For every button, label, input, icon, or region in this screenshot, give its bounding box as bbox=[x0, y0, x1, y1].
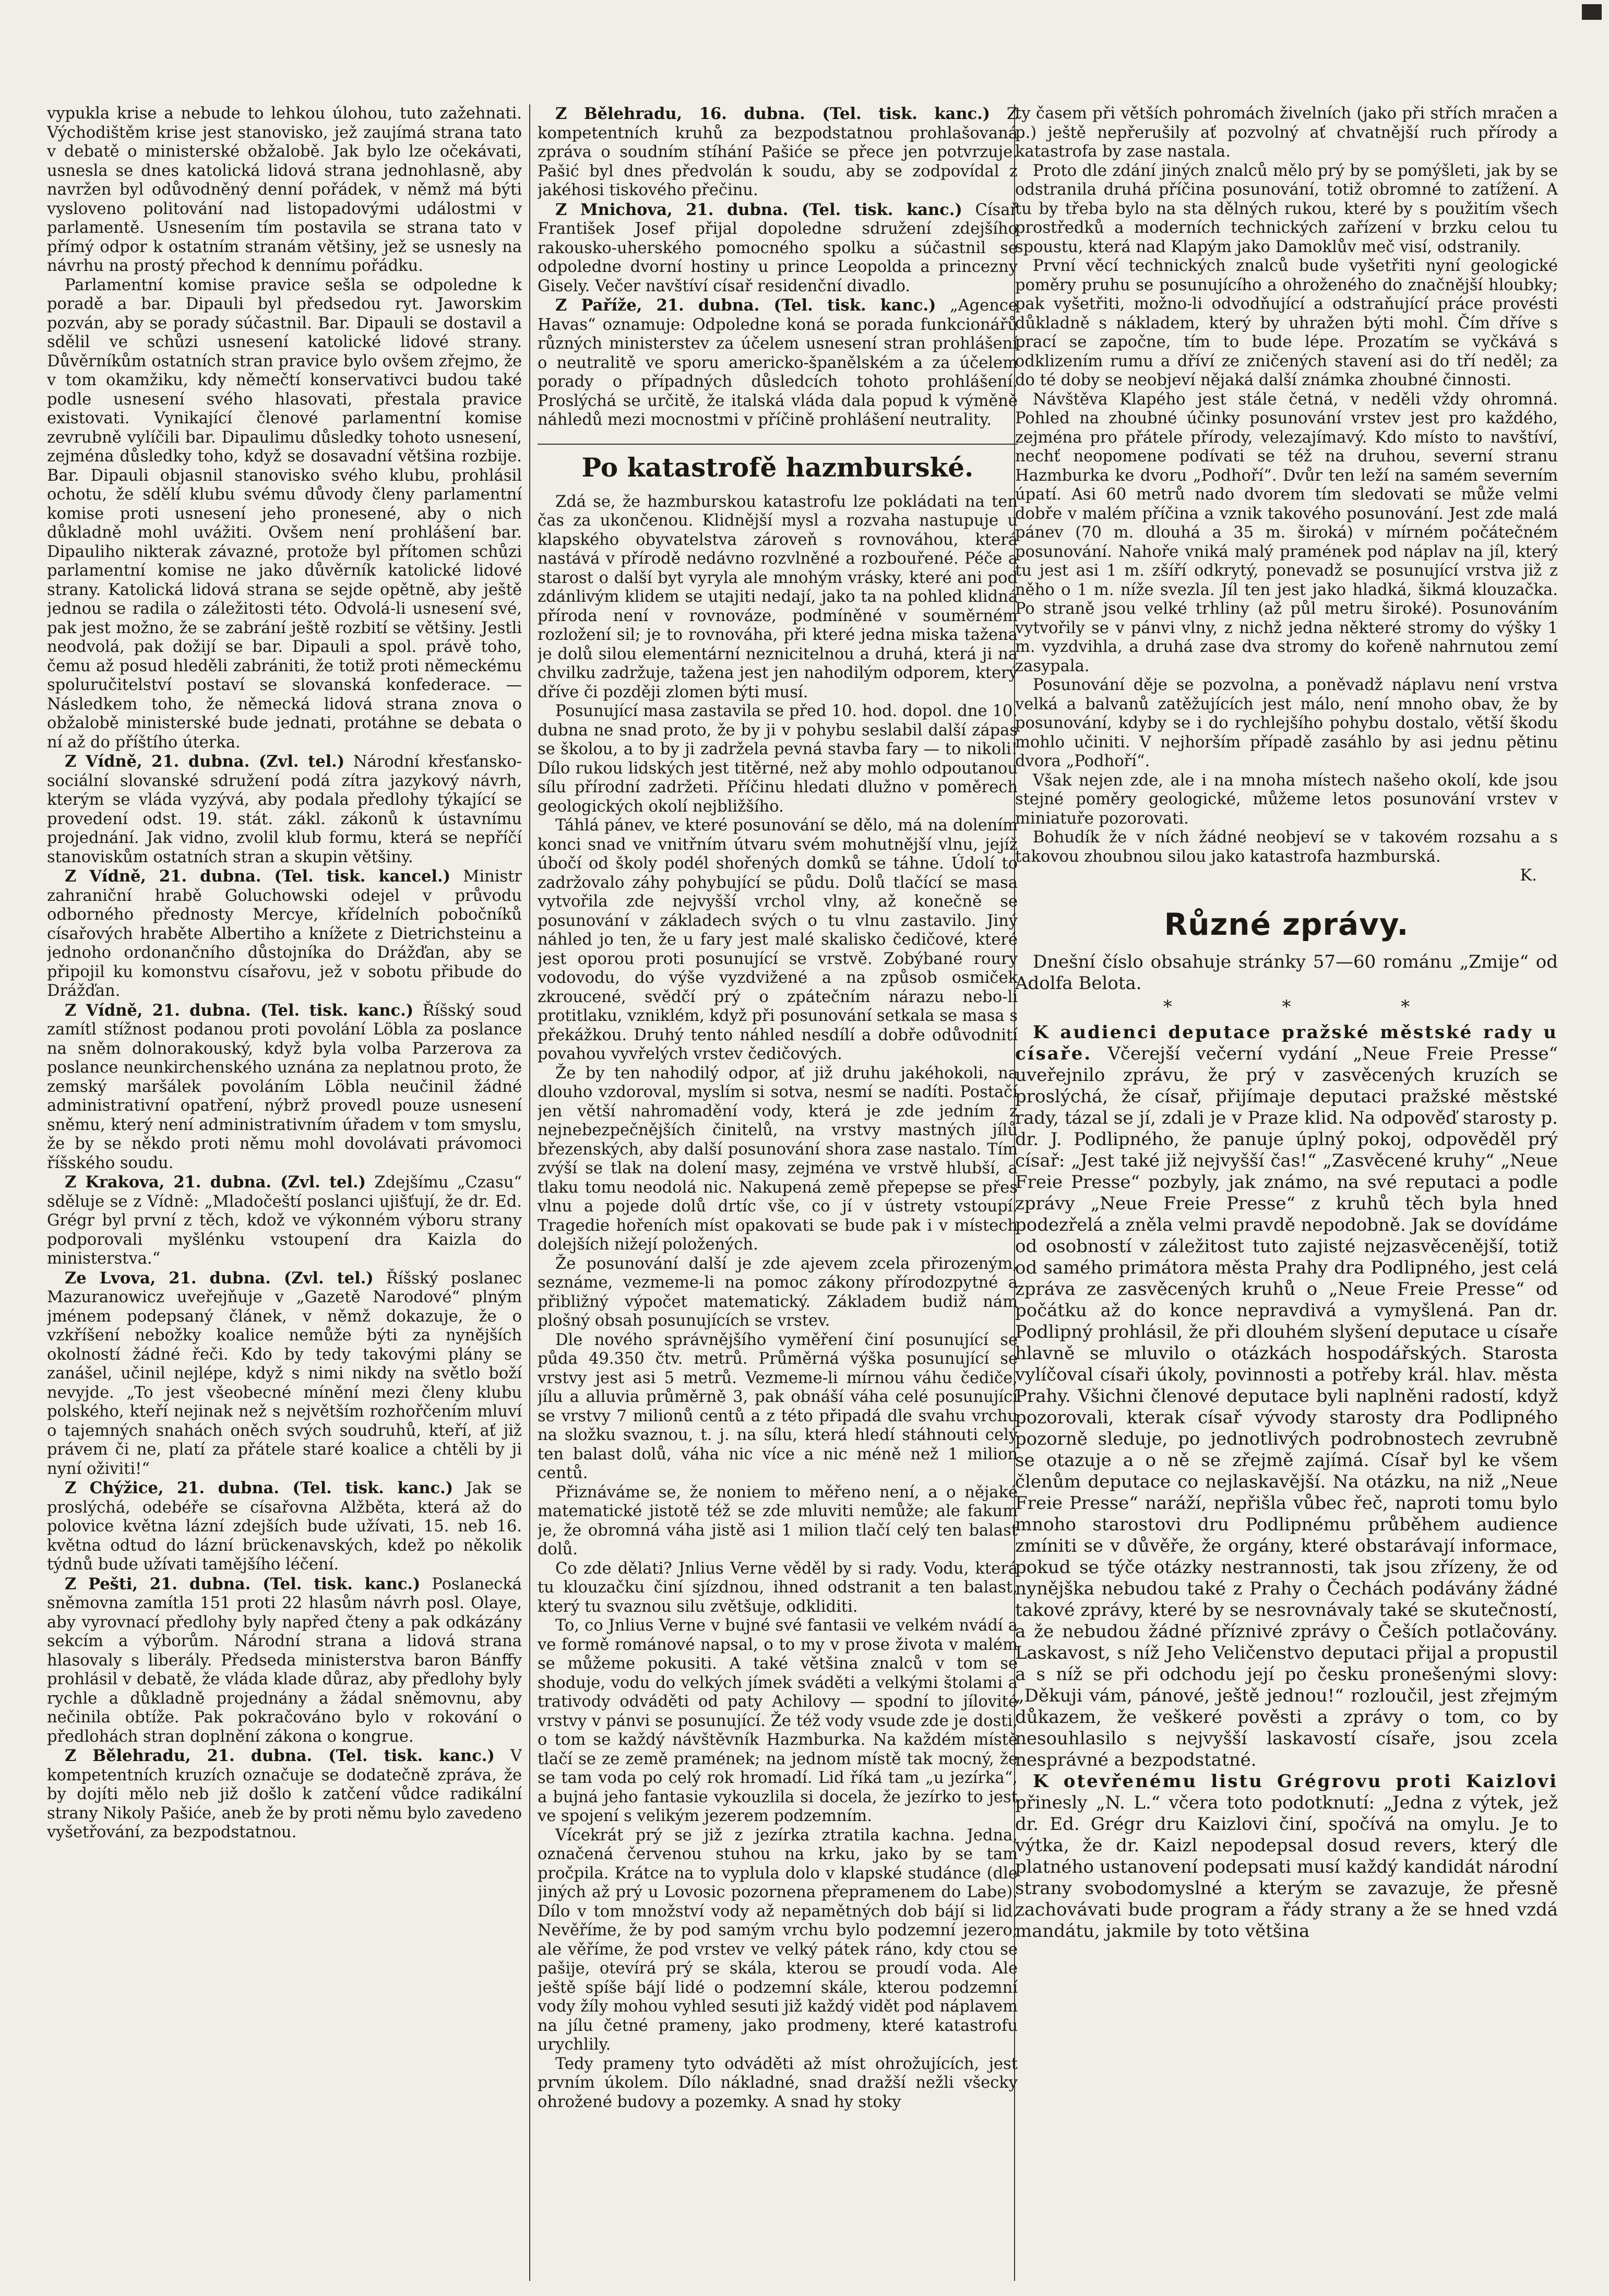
paragraph: Posunující masa zastavila se před 10. hod. dopol. dne 10. dubna ne snad proto, že by ji v pohybu seslabil další zápas se školou, a to by ji zadržela pevná stavba fary — to nikoli! Dílo rukou lidských jest titěrné, než aby mohlo odpoutanou sílu přírodní zadržeti. Příčinu hledati dlužno v poměrech geologických okolí nejbližšího. bbox=[538, 702, 1018, 816]
news-item bbox=[47, 1173, 522, 1269]
news-text: přinesly „N. L.“ včera toto podotknutí: „Jedna z výtek, jež dr. Ed. Grégr dru Kaizlovi činí, spočívá na omylu. Je to výtka, že dr. Kaizl nepodepsal dosud revers, který dle platného ustanovení podepsati musí každý kandidát národní strany svobodomyslné a kterým se zavazuje, že přesně zachovávati bude program a řády strany a že se hned vzdá mandátu, jakmile by toto většina bbox=[1015, 1792, 1558, 1942]
news-text: Poslanecká sněmovna zamítla 151 proti 22 hlasům návrh posl. Olaye, aby vyrovnací předlohy byly napřed čteny a pak odkázány sekcím a výborům. Národní strana a lidová strana hlasovaly s liberály. Předseda ministerstva baron Bánffy prohlásil v debatě, že vláda klade důraz, aby předlohy byly rychle a důkladně projednány a žádal sněmovnu, aby nečinila obtíže. Pak pokračováno bylo v rokování o předlohách stran doplnění zákona o kongrue. bbox=[47, 1575, 522, 1746]
dateline: Z Chýžice, 21. dubna. (Tel. tisk. kanc.) bbox=[65, 1479, 454, 1497]
news-text: Včerejší večerní vydání „Neue Freie Presse“ uveřejnilo zprávu, že prý v zasvěcených kruzích se proslýchá, že císař, přijímaje deputaci pražské městské rady, tázal se jí, zdali je v Praze klid. Na odpověď starosty p. dr. J. Podlipného, že panuje úplný pokoj, odpověděl prý císař: „Jest také již nejvyšší čas!“ „Zasvěcené kruhy“ „Neue Freie Presse“ pozbyly, jak známo, na své reputaci a podle zprávy „Neue Freie Presse“ z kruhů těch byla hned podezřelá a zněla velmi pravdě nepodobně. Jak se dovídáme od osobností v záležitost tuto zajisté nejzasvěcenější, totiž od samého primátora města Prahy dra Podlipného, jest celá zpráva ze zasvěcených kruhů o „Neue Freie Presse“ od počátku až do konce nepravdivá a vymyšlená. Pan dr. Podlipný prohlásil, že při dlouhém slyšení deputace u císaře hlavně se mluvilo o otázkách hospodářských. Starosta vylíčoval císaři úkoly, povinnosti a potřeby král. hlav. města Prahy. Všichni členové deputace byli naplněni radostí, když pozorovali, kterak císař vývody starosty dra Podlipného pozorně sleduje, po jednotlivých podrobnostech zevrubně se otazuje a o ně se zřejmě zajímá. Císař byl ke všem členům deputace co nejlaskavější. Na otázku, na niž „Neue Freie Presse“ naráží, nepřišla vůbec řeč, naproti tomu bylo mnoho starostovi dru Podlipnému průběhem audience zmíniti se v důvěře, že orgány, které obstarávají informace, pokud se týče otázky nestrannosti, tak jsou zřízeny, že od nynějška nebudou také z Prahy o Čechách podávány žádné takové zprávy, které by se nesrovnávaly také se skutečností, a že nebudou žádné příznivé zprávy o Češích potlačovány. Laskavost, s níž Jeho Veličenstvo deputaci přijal a propustil a s níž se při odchodu její po česku pronešenými slovy: „Děkuji vám, pánové, ještě jednou!“ rozloučil, jest zřejmým důkazem, že veškeré pověsti a zprávy o tom, co by nesouhlasilo s nejvyšší laskavostí císaře, jsou zcela nesprávné a bezpodstatné. bbox=[1015, 1043, 1558, 1770]
column-rule bbox=[529, 104, 530, 2281]
paragraph: Přiznáváme se, že noniem to měřeno není, a o nějaké matematické jistotě též se zde mluviti nemůže; ale fakum je, že obromná váha jistě asi 1 milion tlačí celý ten balast dolů. bbox=[538, 1483, 1018, 1559]
column-left bbox=[47, 104, 522, 2281]
asterisk-divider: * * * bbox=[1163, 996, 1462, 1017]
news-item bbox=[538, 104, 1018, 200]
news-text: Z kompetentních kruhů za bezpodstatnou prohlašovaná zpráva o soudním stíhání Pašiće se přece jen potvrzuje. Pašić byl dnes předvolán k soudu, aby se zodpovídal z jakéhosi tiskového přečinu. bbox=[538, 105, 1018, 199]
dateline: Z Pešti, 21. dubna. (Tel. tisk. kanc.) bbox=[65, 1574, 421, 1593]
paragraph: Bohudík že v ních žádné neobjeví se v takovém rozsahu a s takovou zhoubnou silou jako katastrofa hazmburská. bbox=[1015, 828, 1558, 866]
paragraph: Že posunování další je zde ajevem zcela přirozeným, seznáme, vezmeme-li na pomoc zákony přírodozpytné a přibližný výpočet matematický. Základem budiž nám plošný obsah posunujících se vrstev. bbox=[538, 1254, 1018, 1330]
news-text: Říšský poslanec Mazuranowicz uveřejňuje v „Gazetě Narodové“ plným jménem podepsaný článek, v němž dokazuje, že o vzkříšení nebožky koalice nemůže býti za nynějších okolností žádné řeči. Kdo by tedy takovými plány se zanášel, učinil nejlépe, když s nimi nikdy na světlo boží nevyjde. „To jest všeobecné mínění mezi členy klubu polského, kteří nejinak než s největším rozhořčením mluví o tajemných snahách oněch svých soudruhů, kteří, ať již právem či ne, platí za přátele staré koalice a chtěli by ji nyní oživiti!“ bbox=[47, 1269, 522, 1478]
section-headline: Různé zprávy. bbox=[1164, 906, 1409, 942]
news-text: Národní křesťansko-sociální slovanské sdružení podá zítra jazykový návrh, kterým se vláda vyzývá, aby podala předlohy týkající se provedení odst. 19. stát. zákl. zákonů k ústavnímu projednání. Jak vidno, zvolil klub formu, která se nepříčí stanoviskům ostatních stran a skupin většiny. bbox=[47, 753, 522, 866]
dateline: Z Vídně, 21. dubna. (Tel. tisk. kancel.) bbox=[65, 867, 451, 886]
dateline: Z Bělehradu, 21. dubna. (Tel. tisk. kanc.) bbox=[65, 1746, 495, 1765]
news-item bbox=[1015, 1771, 1558, 1942]
paragraph: Zdá se, že hazmburskou katastrofu lze pokládati na ten čas za ukončenou. Klidnější mysl a rozvaha nastupuje u klapského obyvatelstva zároveň s rovnováhou, která nastává v přírodě nedávno rozvlněné a rozbouřené. Péče a starost o další byt vyryla ale mnohým vrásky, které ani pod zdánlivým klidem se utajiti nedají, jako ta na pohled klidná příroda není v rovnováze, podmíněné v souměrném rozložení sil; je to rovnováha, při které jedna miska tažena je dolů silou elementární neznicitelnou a druhá, která ji na chvilku zadržuje, tažena jest jen nahodilým odporem, který dříve či později zlomen býti musí. bbox=[538, 492, 1018, 701]
news-text: Císař František Josef přijal dopoledne sdružení zdejšího rakousko-uherského pomocného spolku a súčastnil se odpoledne dvorní hostiny u prince Leopolda a princezny Gisely. Večer navštíví císař residenční divadlo. bbox=[538, 200, 1018, 295]
dateline: Z Paříže, 21. dubna. (Tel. tisk. kanc.) bbox=[555, 296, 936, 315]
paragraph: Parlamentní komise pravice sešla se odpoledne k poradě a bar. Dipauli byl předsedou ryt. Jaworskim pozván, aby se porady súčastnil. Bar. Dipauli se dostavil a sdělil ve schůzi usnesení katolické lidové strany. Důvěrníkům ostatních stran pravice bylo ovšem zřejmo, že v tom okamžiku, kdy němečtí konservativci budou také podle usnesení svého hlasovati, přestala pravice existovati. Vynikající členové parlamentní komise zevrubně vylíčili bar. Dipaulimu důsledky tohoto usnesení, zejména důsledky toho, když se dosavadní většina rozbije. Bar. Dipauli objasnil stanovisko svého klubu, prohlásil ochotu, že sdělí klubu svému důvody členy parlamentní komise proti usnesení jeho pronesené, aby o nich důkladně mohl uvážiti. Ovšem není prohlášení bar. Dipauliho nikterak závazné, protože byl přítomen schůzi parlamentní komise ne jako důvěrník katolické lidové strany. Katolická lidová strana se sejde opětně, aby ještě jednou se radila o záležitosti této. Odvolá-li usnesení své, pak jest možno, že se zabrání ještě rozbití se většiny. Jestli neodvolá, pak dožijí se bar. Dipauli a spol. právě toho, čemu až posud hleděli zabrániti, že totiž proti německému spoluručitelství postaví se slovanská konfederace. — Následkem toho, že německá lidová strana znova o obžalobě ministerské bude jednati, protáhne se debata o ní až do příštího úterka. bbox=[47, 276, 522, 752]
article-continuation bbox=[1015, 104, 1558, 886]
paragraph: ty časem při větších pohromách živelních (jako při střích mračen a p.) ještě nepřerušily ať pozvolný ať chvatnější ruch přírody a katastrofa by zase nastala. bbox=[1015, 104, 1558, 161]
news-item bbox=[47, 1746, 522, 1842]
news-heading: K otevřenému listu Grégrovu proti Kaizlovi bbox=[1033, 1770, 1558, 1792]
dateline: Z Mnichova, 21. dubna. (Tel. tisk. kanc.) bbox=[555, 200, 962, 219]
news-heading: K audienci deputace pražské městské rady u císaře. bbox=[1015, 1021, 1558, 1064]
news-text: V kompetentních kruzích označuje se dodatečně zpráva, že by dojíti mělo neb již došlo k zatčení vůdce radikální strany Nikoly Pašiće, aneb že by proti němu bylo zavedeno vyšetřování, za bezpodstatnou. bbox=[47, 1747, 522, 1841]
dateline: Z Vídně, 21. dubna. (Tel. tisk. kanc.) bbox=[65, 1001, 414, 1020]
news-item bbox=[47, 1575, 522, 1747]
paragraph: Návštěva Klapého jest stále četná, v neděli vždy ohromná. Pohled na zhoubné účinky posunování vrstev jest pro každého, zejména pro přátele přírody, velezajímavý. Kdo místo to navštíví, nechť neopomene podívati se též na druhou, severní stranu Hazmburka ke dvoru „Podhoří“. Dvůr ten leží na samém severním úpatí. Asi 60 metrů nado dvorem tím sledovati se může velmi dobře v malém příčina a vznik takového posunování. Jest zde malá pánev (70 m. dlouhá a 35 m. široká) v mírném počátečném posunování. Nahoře vniká malý pramének pod náplav na jíl, který tu jest asi 1 m. zšíří odkrytý, ponevadž se posunující vrstva již z něho o 1 m. níže svezla. Jíl ten jest jako hladká, šikmá klouzačka. Po straně jsou velké trhliny (až půl metru široké). Posunováním vytvořily se v pánvi vlny, z nichž jedna některé stromy do výšky 1 m. vyzdvihla, a druhá zase dva stromy do kořeně nahrnutou zemí zasypala. bbox=[1015, 390, 1558, 675]
dateline: Ze Lvova, 21. dubna. (Zvl. tel.) bbox=[65, 1268, 374, 1288]
paragraph: Dle nového správnějšího vyměření činí posunující se půda 49.350 čtv. metrů. Průměrná výška posunující se vrstvy jest asi 5 metrů. Vezmeme-li mírnou váhu čediče, jílu a alluvia průměrně 3, pak obnáší váha celé posunující se vrstvy 7 milionů centů a z této připadá dle svahu vrchu na složku svaznou, t. j. na sílu, která hledí stáhnouti celý ten balast dolů, váha nic více a nic méně než 1 milion centů. bbox=[538, 1330, 1018, 1482]
paragraph: Co zde dělati? Jnlius Verne věděl by si rady. Vodu, která tu klouzačku činí sjízdnou, ihned odstranit a ten balast, který tu svaznou silu zvětšuje, odkliditi. bbox=[538, 1559, 1018, 1616]
news-text: Jak se proslýchá, odebéře se císařovna Alžběta, která až do polovice května lázní zdejších bude užívati, 15. neb 16. května odtud do lázní brückenavských, kdež po několik týdnů bude užívati tamějšího léčení. bbox=[47, 1479, 522, 1574]
news-item bbox=[47, 1001, 522, 1173]
news-text: Říšský soud zamítl stížnost podanou proti povolání Löbla za poslance na sněm dolnorakouský, když byla volba Parzerova za poslance neunkirchenského uznána za neplatnou proto, že zemský maršálek povoláním Löbla neučinil žádné administrativní opatření, nýbrž provedl pouze usnesení sněmu, který není administrativním úřadem v tom smyslu, že by se někdo proti němu mohl dovolávati právomoci říšského soudu. bbox=[47, 1001, 522, 1172]
news-item bbox=[1015, 1022, 1558, 1771]
news-item bbox=[47, 752, 522, 867]
author-signature: K. bbox=[1520, 866, 1537, 885]
news-item bbox=[47, 1479, 522, 1575]
news-item bbox=[47, 867, 522, 1001]
dateline: Z Bělehradu, 16. dubna. (Tel. tisk. kanc.) bbox=[555, 104, 991, 123]
paragraph: To, co Jnlius Verne v bujné své fantasii ve velkém nvádí a ve formě románové napsal, o to my v prose života v malém se můžeme pokusiti. A také většina znalců v tom se shoduje, vodu do velkých jímek sváděti a velkými štolami a trativody odváděti od paty Achilovy — spodní to jílovité vrstvy v pánvi se posunující. Že též vody vsude zde je dosti, o tom se každý návštěvník Hazmburka. Na každém místě tlačí se ze země pramének; na jednom místě tak mocný, že se tam voda po celý rok hromadí. Lid říká tam „u jezírka“, a bujná jeho fantasie vykouzlila si docela, že jezírko to jest ve spojení s velikým jezerem podzemním. bbox=[538, 1616, 1018, 1825]
news-text: „Agence Havas“ oznamuje: Odpoledne koná se porada funkcionářů různých ministerstev za účelem usnesení stran prohlášení o neutralitě ve sporu americko-španělském a za účelem porady o případných důsledcích tohoto prohlášení. Proslýchá se určitě, že italská vláda dala popud k výměně náhledů mezi mocnostmi v příčině prohlášení neutrality. bbox=[538, 296, 1018, 429]
column-middle bbox=[538, 104, 1018, 2281]
paragraph: Tedy prameny tyto odváděti až míst ohrožujících, jest prvním úkolem. Dílo nákladné, snad dražší nežli všecky ohrožené budovy a pozemky. A snad hy stoky bbox=[538, 2054, 1018, 2111]
news-item bbox=[47, 1269, 522, 1479]
dateline: Z Vídně, 21. dubna. (Zvl. tel.) bbox=[65, 752, 345, 771]
column-right bbox=[1015, 104, 1558, 2281]
paragraph: Že by ten nahodilý odpor, ať již druhu jakéhokoli, na dlouho vzdoroval, myslím si sotva, nesmí se nadíti. Postačí jen větší nahromadění vody, která je zde jedním z nejnebezpečnějších činitelů, na vrstvy mastných jílů březenských, aby další posunování shora zase nastalo. Tím zvýší se tlak na dolení masy, zejména ve vrstvě hlubší, a tlaku tomu neodolá nic. Nakupená země přepepse se přes vlnu a pojede dolů drtíc vše, co jí v ústrety vstoupí. Tragedie hořeních míst opakovati se bude pak i v místech dolejších nižejí položených. bbox=[538, 1064, 1018, 1254]
article-headline: Po katastrofě hazmburské. bbox=[538, 444, 1018, 483]
corner-mark bbox=[1582, 4, 1602, 20]
news-text: Zdejšímu „Czasu“ sděluje se z Vídně: „Mladočeští poslanci ujišťují, že dr. Ed. Grégr byl první z těch, kdož ve výkonném výboru strany podporovali myšlénku vstoupení dra Kaizla do ministerstva.“ bbox=[47, 1173, 522, 1268]
paragraph: Však nejen zde, ale i na mnoha místech našeho okolí, kde jsou stejné poměry geologické, můžeme letos posunování vrstev v miniatuře pozorovati. bbox=[1015, 771, 1558, 828]
news-item bbox=[538, 200, 1018, 296]
paragraph: Vícekrát prý se již z jezírka ztratila kachna. Jedna, označená červenou stuhou na krku, jako by se tam pročpila. Krátce na to vyplula dolo v klapské studánce (dle jiných až prý u Lovosic pozornena přepramenem do Labe). Dílo v tom množství vody až nepamětných dob bájí si lid. Nevěříme, že by pod samým vrchu bylo podzemní jezero; ale věříme, že pod vrstev ve velký pátek ráno, kdy ctou se pašije, otevírá prý se skála, kterou se proudí voda. Ale ještě spíše bájí lidé o podzemní skále, kterou podzemní vody žíly mohou vyhled sesuti již každý vidět pod náplavem na jílu četné prameny, jako prodmeny, které katastrofu urychlily. bbox=[538, 1826, 1018, 2054]
paragraph: První věcí technických znalců bude vyšetřiti nyní geologické poměry pruhu se posunujícího a ohroženého do značnější hloubky; pak vyšetřiti, možno-li odvodňující a odstraňující práce provésti důkladně s nákladem, který by uhražen býti mohl. Čím dříve s prací se započne, tím to bude lépe. Prozatím se vyčkává s odklizením rumu a dříví ze zničených stavení asi do tří neděl; za do té doby se neobjeví nějaká další známka zhoubné činnosti. bbox=[1015, 257, 1558, 389]
paragraph: vypukla krise a nebude to lehkou úlohou, tuto zažehnati. Východištěm krise jest stanovisko, jež zaujímá strana tato v debatě o ministerské obžalobě. Jak bylo lze očekávati, usnesla se dnes katolická lidová strana jednohlasně, aby navržen byl odůvodněný denní pořádek, v němž má býti vysloveno politování nad listopadovými událostmi v parlamentě. Usnesením tím postavila se strana tato v přímý odpor k ostatním stranám většiny, jež se usnesly na návrhu na prostý přechod k dennímu pořádku. bbox=[47, 104, 522, 275]
intro-note: Dnešní číslo obsahuje stránky 57—60 románu „Zmije“ od Adolfa Belota. bbox=[1015, 951, 1558, 994]
paragraph: Posunování děje se pozvolna, a poněvadž náplavu není vrstva velká a balvanů zatěžujících jest málo, není mnoho obav, že by posunování, kdyby se i do rychlejšího pohybu dostalo, větší škodu mohlo učiniti. V nejhorším případě zasáhlo by asi jednu pětinu dvora „Podhoří“. bbox=[1015, 676, 1558, 770]
news-item bbox=[538, 296, 1018, 430]
paragraph: Táhlá pánev, ve které posunování se dělo, má na dolením konci snad ve vnitřním útvaru svém mohutnější vlnu, jejíž úbočí od školy podél shořených domků se táhne. Údolí to zadržovalo záhy pohybující se půdu. Dolů tlačící se masa vytvořila zde nejvyšší vrchol vlny, až konečně se posunování v základech svých o tu vlnu zastavilo. Jiný náhled jo ten, že u fary jest malé skalisko čedičové, které jest oporou proti posunující se vrstvě. Zobýbané roury vodovodu, do výše vyzdvižené a na způsob osmiček zkroucené, svědčí prý o zpátečním nárazu nebo-li protitlaku, vzniklém, když při posunování setkala se masa s překážkou. Druhý tento náhled nesdílí a dobře odůvodnití povahou vyvřelých vrstev čedičových. bbox=[538, 816, 1018, 1063]
paragraph: Proto dle zdání jiných znalců mělo prý by se pomýšleti, jak by se odstranila druhá příčina posunování, totiž obromné to zatížení. A tu by třeba bylo na sta dělných rukou, které by s použitím všech prostředků a moderních technických zařízení v brzku celou tu spoustu, která nad Klapým jako Damoklův meč visí, odstranily. bbox=[1015, 161, 1558, 256]
news-text: Ministr zahraniční hrabě Goluchowski odejel v průvodu odborného přednosty Mercye, křídelních pobočníků císařových hraběte Albertiho a knížete z Dietrichsteinu a jednoho ordonančního důstojníka do Drážďan, aby se připojil ku komonstvu císařovu, jež v sobotu přibude do Drážďan. bbox=[47, 867, 522, 1000]
dateline: Z Krakova, 21. dubna. (Zvl. tel.) bbox=[65, 1173, 366, 1192]
